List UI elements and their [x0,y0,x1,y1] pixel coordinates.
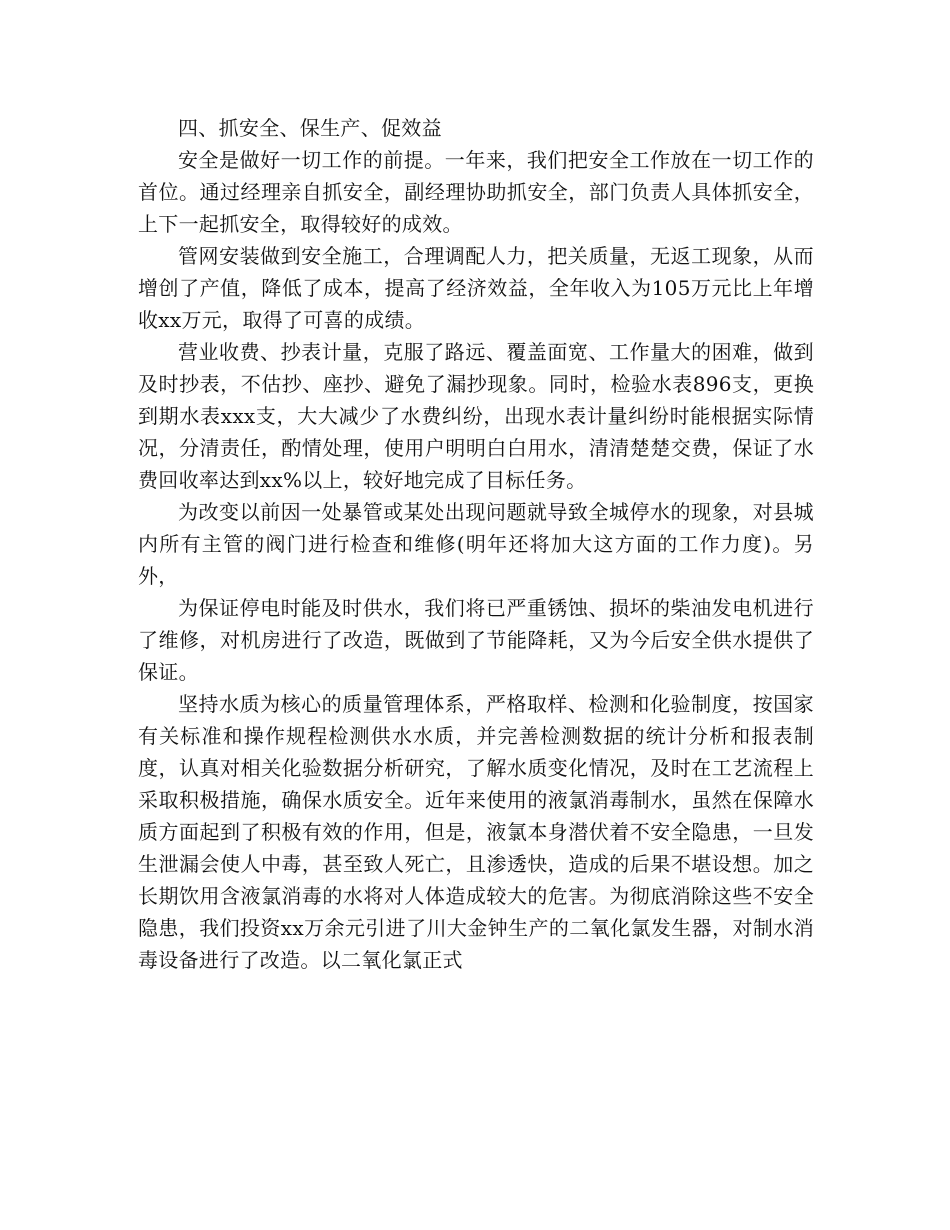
paragraph-safety-priority: 安全是做好一切工作的前提。一年来，我们把安全工作放在一切工作的首位。通过经理亲自抓安全，副经理协助抓安全，部门负责人具体抓安全，上下一起抓安全，取得较好的成效。 [138,148,814,236]
paragraph-generator-repair: 为保证停电时能及时供水，我们将已严重锈蚀、损坏的柴油发电机进行了维修，对机房进行了改造，既做到了节能降耗，又为今后安全供水提供了保证。 [138,596,814,684]
paragraph-valve-maintenance: 为改变以前因一处暴管或某处出现问题就导致全城停水的现象，对县城内所有主管的阀门进行检查和维修(明年还将加大这方面的工作力度)。另外， [138,500,814,588]
paragraph-pipeline-installation: 管网安装做到安全施工，合理调配人力，把关质量，无返工现象，从而增创了产值，降低了成本，提高了经济效益，全年收入为105万元比上年增收xx万元，取得了可喜的成绩。 [138,244,814,332]
section-heading: 四、抓安全、保生产、促效益 [178,116,442,140]
paragraph-water-quality: 坚持水质为核心的质量管理体系，严格取样、检测和化验制度，按国家有关标准和操作规程检测供水水质，并完善检测数据的统计分析和报表制度，认真对相关化验数据分析研究，了解水质变化情况，及时在工艺流程上采取积极措施，确保水质安全。近年来使用的液氯消毒制水，虽然在保障水质方面起到了积极有效的作用，但是，液氯本身潜伏着不安全隐患，一旦发生泄漏会使人中毒，甚至致人死亡，且渗透快，造成的后果不堪设想。加之长期饮用含液氯消毒的水将对人体造成较大的危害。为彻底消除这些不安全隐患，我们投资xx万余元引进了川大金钟生产的二氧化氯发生器，对制水消毒设备进行了改造。以二氧化氯正式 [138,692,814,972]
paragraph-meter-reading: 营业收费、抄表计量，克服了路远、覆盖面宽、工作量大的困难，做到及时抄表，不估抄、座抄、避免了漏抄现象。同时，检验水表896支，更换到期水表xxx支，大大减少了水费纠纷，出现水表计量纠纷时能根据实际情况，分清责任，酌情处理，使用户明明白白用水，清清楚楚交费，保证了水费回收率达到xx%以上，较好地完成了目标任务。 [138,340,814,492]
document-body [138,112,814,976]
